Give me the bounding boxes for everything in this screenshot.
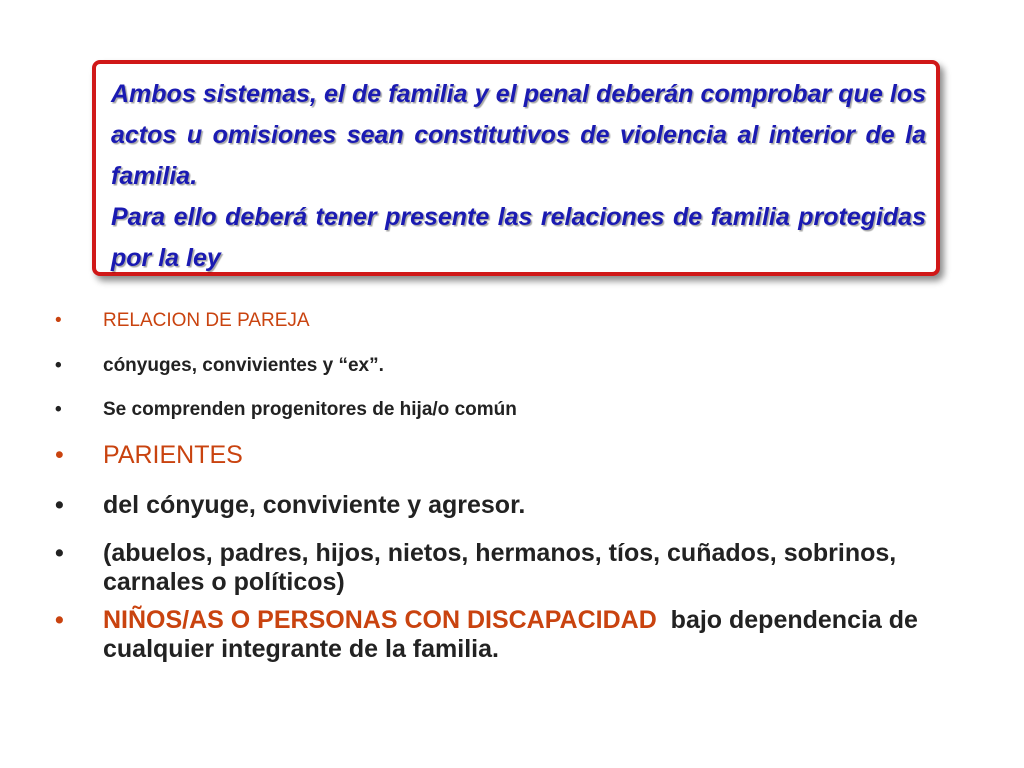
list-item-text: bajo dependencia de cualquier integrante de la familia.	[103, 606, 918, 663]
list-item-text: cónyuges, convivientes y “ex”.	[103, 355, 384, 376]
bullet-icon: •	[55, 399, 62, 420]
bullet-list	[55, 304, 985, 664]
bullet-icon: •	[55, 539, 64, 567]
bullet-icon: •	[55, 441, 64, 469]
list-item	[55, 491, 985, 520]
bullet-icon: •	[55, 355, 62, 376]
list-item-text: RELACION DE PAREJA	[103, 310, 310, 331]
callout-paragraph-2: Para ello deberá tener presente las relaciones de familia protegidas por la ley	[111, 203, 926, 272]
list-item-highlight: NIÑOS/AS O PERSONAS CON DISCAPACIDAD	[103, 606, 657, 634]
list-item	[55, 310, 985, 332]
list-item	[55, 441, 985, 470]
callout-paragraph-1: Ambos sistemas, el de familia y el penal deberán comprobar que los actos u omisiones sean constitutivos de violencia al interior de la familia.	[111, 80, 926, 190]
list-item-text: PARIENTES	[103, 441, 243, 469]
list-item	[55, 606, 985, 664]
list-item-text: del cónyuge, conviviente y agresor.	[103, 491, 526, 519]
list-item	[55, 355, 985, 377]
callout-box	[92, 60, 940, 276]
list-item-text: Se comprenden progenitores de hija/o común	[103, 399, 517, 420]
bullet-icon: •	[55, 606, 64, 634]
list-item	[55, 399, 985, 421]
bullet-icon: •	[55, 310, 62, 331]
list-item	[55, 539, 985, 597]
callout-text	[111, 74, 926, 279]
list-item-text: (abuelos, padres, hijos, nietos, hermanos, tíos, cuñados, sobrinos, carnales o políticos)	[103, 539, 897, 596]
bullet-icon: •	[55, 491, 64, 519]
